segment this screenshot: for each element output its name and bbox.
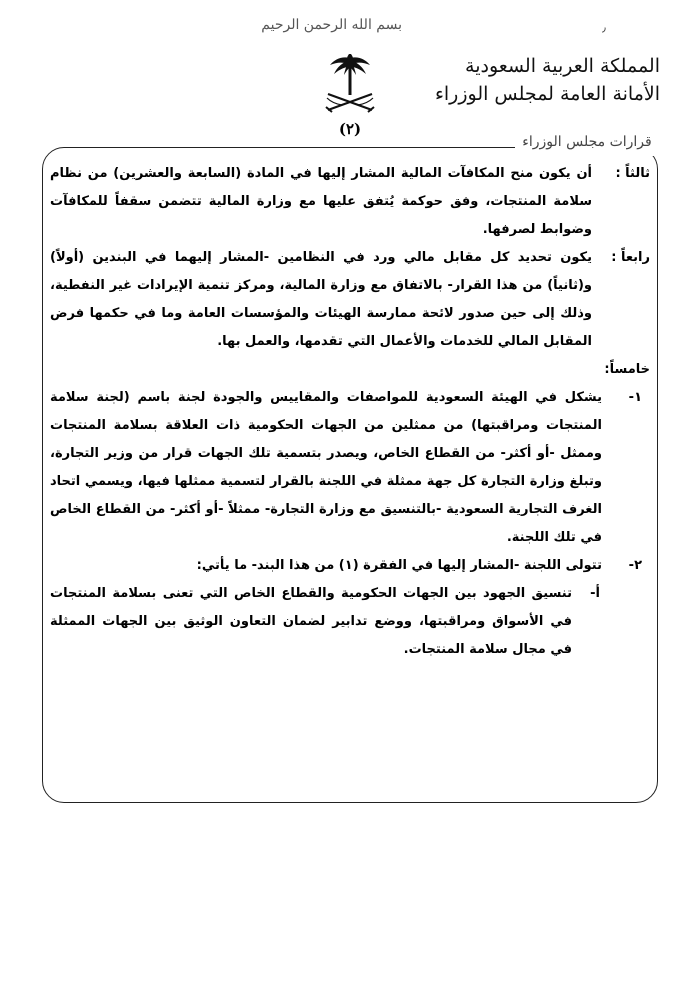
clause-text: أن يكون منح المكافآت المالية المشار إليها في المادة (السابعة والعشرين) من نظام سلامة المنتجات، وفق حوكمة يُتفق عليها مع وزارة المالية تتضمن سقفاً للمكافآت وضوابط لصرفها. (50, 166, 592, 237)
clause-label: ثالثاً : (615, 166, 650, 181)
list-item (50, 552, 650, 580)
saudi-emblem-palm-swords-icon (318, 50, 382, 118)
basmala: بسم الله الرحمن الرحيم (261, 17, 402, 33)
page-number: (٢) (338, 120, 362, 138)
letterhead (434, 52, 660, 108)
decision-body (50, 160, 650, 664)
item-letter: أ- (590, 586, 600, 601)
item-text: تنسيق الجهود بين الجهات الحكومية والقطاع الخاص التي تعنى بسلامة المنتجات في الأسواق ومراقبتها، ووضع تدابير لضمان التعاون الوثيق بين الجهات الممثلة في مجال سلامة المنتجات. (50, 586, 572, 657)
sub-list-item (50, 580, 650, 664)
list-item (50, 384, 650, 552)
clause-fourth (50, 244, 650, 356)
clause-fifth-label: خامساً: (604, 362, 650, 377)
clause-third (50, 160, 650, 244)
item-number: ٢- (628, 558, 642, 573)
secretariat-title: الأمانة العامة لمجلس الوزراء (434, 83, 660, 105)
clause-text: يكون تحديد كل مقابل مالي ورد في النظامين -المشار إليهما في البندين (أولاً) و(ثانياً) من هذا القرار- بالاتفاق مع وزارة المالية، ومركز تنمية الإيرادات غير النفطية، وذلك إلى حين صدور لائحة ممارسة الهيئات والمؤسسات العامة وما في حكمها فرض المقابل المالي للخدمات والأعمال التي تقدمها، والعمل بها. (50, 250, 592, 349)
margin-mark: ٫ (602, 20, 606, 34)
decision-label: قرارات مجلس الوزراء (522, 134, 652, 150)
item-number: ١- (628, 390, 642, 405)
clause-label: رابعاً : (611, 250, 650, 265)
item-text: تتولى اللجنة -المشار إليها في الفقرة (١) من هذا البند- ما يأتي: (196, 558, 602, 573)
item-text: يشكل في الهيئة السعودية للمواصفات والمقاييس والجودة لجنة باسم (لجنة سلامة المنتجات ومراقبتها) من ممثلين من الجهات الحكومية ذات العلاقة بسلامة المنتجات وممثل -أو أكثر- من القطاع الخاص، ويصدر بتسمية تلك الجهات قرار من وزير التجارة، وتبلغ وزارة التجارة كل جهة ممثلة في اللجنة بالقرار لتسمية ممثلها فيها، ويسمي اتحاد الغرف التجارية السعودية -بالتنسيق مع وزارة التجارة- ممثلاً -أو أكثر- من القطاع الخاص في تلك اللجنة. (50, 390, 602, 545)
kingdom-title: المملكة العربية السعودية (465, 55, 660, 77)
